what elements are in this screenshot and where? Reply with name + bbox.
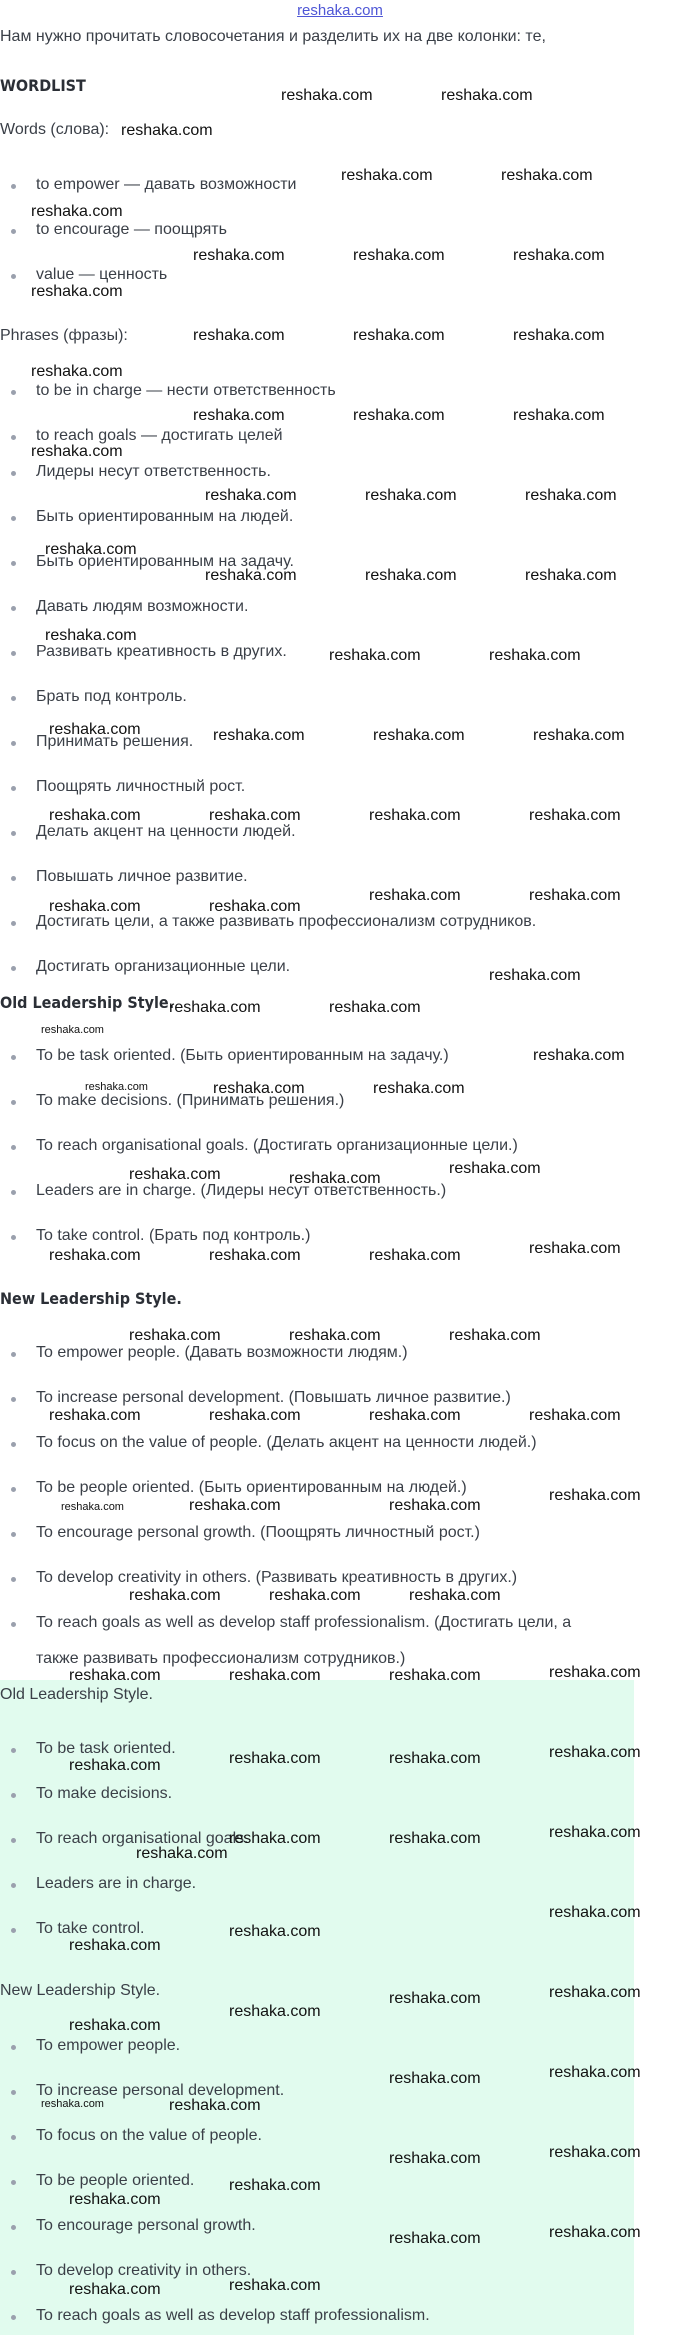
watermark: reshaka.com: [513, 247, 605, 264]
watermark: reshaka.com: [369, 1407, 461, 1424]
list-item: To reach organisational goals.: [13, 1830, 249, 1848]
site-link[interactable]: reshaka.com: [297, 2, 383, 19]
list-item: Leaders are in charge.: [13, 1875, 196, 1893]
list-item: Брать под контроль.: [13, 688, 187, 706]
watermark: reshaka.com: [389, 2150, 481, 2167]
watermark: reshaka.com: [409, 1587, 501, 1604]
watermark: reshaka.com: [49, 1407, 141, 1424]
watermark: reshaka.com: [525, 487, 617, 504]
watermark: reshaka.com: [353, 407, 445, 424]
watermark: reshaka.com: [209, 898, 301, 915]
watermark: reshaka.com: [365, 567, 457, 584]
watermark: reshaka.com: [49, 807, 141, 824]
watermark: reshaka.com: [45, 541, 137, 558]
new-style-heading: New Leadership Style.: [0, 1289, 182, 1308]
list-item: Поощрять личностный рост.: [13, 778, 245, 796]
watermark: reshaka.com: [41, 1024, 104, 1036]
list-item: To empower people. (Давать возможности людям.): [13, 1344, 408, 1362]
watermark: reshaka.com: [69, 1937, 161, 1954]
watermark: reshaka.com: [289, 1170, 381, 1187]
watermark: reshaka.com: [389, 1497, 481, 1514]
list-item: To be task oriented. (Быть ориентированным на задачу.): [13, 1047, 449, 1065]
watermark: reshaka.com: [209, 1407, 301, 1424]
list-item: Быть ориентированным на задачу.: [13, 553, 294, 571]
watermark: reshaka.com: [389, 1667, 481, 1684]
list-item: value — ценность: [13, 266, 167, 284]
list-item: Лидеры несут ответственность.: [13, 463, 271, 481]
list-item: Достигать цели, а также развивать профессионализм сотрудников.: [13, 913, 536, 931]
wordlist-title: WORDLIST: [0, 76, 86, 95]
watermark: reshaka.com: [369, 1247, 461, 1264]
watermark: reshaka.com: [229, 1667, 321, 1684]
watermark: reshaka.com: [85, 1081, 148, 1093]
intro-text: Нам нужно прочитать словосочетания и разделить их на две колонки: те,: [0, 28, 546, 45]
watermark: reshaka.com: [353, 327, 445, 344]
watermark: reshaka.com: [69, 2191, 161, 2208]
list-item: To reach organisational goals. (Достигать организационные цели.): [13, 1137, 518, 1155]
watermark: reshaka.com: [169, 999, 261, 1016]
watermark: reshaka.com: [389, 1830, 481, 1847]
watermark: reshaka.com: [229, 1830, 321, 1847]
watermark: reshaka.com: [213, 727, 305, 744]
watermark: reshaka.com: [389, 2230, 481, 2247]
watermark: reshaka.com: [229, 2177, 321, 2194]
watermark: reshaka.com: [329, 647, 421, 664]
list-item: To empower people.: [13, 2037, 180, 2055]
watermark: reshaka.com: [549, 2144, 641, 2161]
watermark: reshaka.com: [533, 1047, 625, 1064]
watermark: reshaka.com: [269, 1587, 361, 1604]
watermark: reshaka.com: [136, 1845, 228, 1862]
list-item: To focus on the value of people.: [13, 2127, 262, 2145]
list-item: To increase personal development.: [13, 2082, 284, 2100]
list-item: To focus on the value of people. (Делать акцент на ценности людей.): [13, 1434, 537, 1452]
watermark: reshaka.com: [169, 2097, 261, 2114]
watermark: reshaka.com: [41, 2098, 104, 2110]
old-style-heading: Old Leadership Style.: [0, 993, 175, 1012]
watermark: reshaka.com: [533, 727, 625, 744]
watermark: reshaka.com: [549, 1984, 641, 2001]
watermark: reshaka.com: [549, 1487, 641, 1504]
list-item: Быть ориентированным на людей.: [13, 508, 293, 526]
watermark: reshaka.com: [193, 327, 285, 344]
watermark: reshaka.com: [229, 2277, 321, 2294]
watermark: reshaka.com: [129, 1587, 221, 1604]
words-heading: Words (слова):: [0, 121, 110, 138]
watermark: reshaka.com: [189, 1497, 281, 1514]
watermark: reshaka.com: [529, 1240, 621, 1257]
watermark: reshaka.com: [289, 1327, 381, 1344]
list-item: to reach goals — достигать целей: [13, 427, 283, 445]
watermark: reshaka.com: [213, 1080, 305, 1097]
watermark: reshaka.com: [193, 407, 285, 424]
watermark: reshaka.com: [209, 1247, 301, 1264]
watermark: reshaka.com: [209, 807, 301, 824]
list-item: Развивать креативность в других.: [13, 643, 287, 661]
watermark: reshaka.com: [31, 363, 123, 380]
list-item: to encourage — поощрять: [13, 221, 227, 239]
list-item: To reach goals as well as develop staff professionalism.: [13, 2307, 430, 2325]
watermark: reshaka.com: [489, 967, 581, 984]
watermark: reshaka.com: [281, 87, 373, 104]
watermark: reshaka.com: [229, 1750, 321, 1767]
phrases-heading: Phrases (фразы):: [0, 327, 128, 344]
list-item: to empower — давать возможности: [13, 176, 297, 194]
list-item-continuation: также развивать профессионализм сотрудников.): [36, 1650, 406, 1667]
list-item: To make decisions. (Принимать решения.): [13, 1092, 344, 1110]
watermark: reshaka.com: [121, 122, 213, 139]
list-item: To develop creativity in others. (Развивать креативность в других.): [13, 1569, 517, 1587]
list-item: To take control. (Брать под контроль.): [13, 1227, 310, 1245]
list-item: to be in charge — нести ответственность: [13, 382, 336, 400]
watermark: reshaka.com: [341, 167, 433, 184]
watermark: reshaka.com: [549, 1824, 641, 1841]
watermark: reshaka.com: [353, 247, 445, 264]
list-item: To be people oriented. (Быть ориентированным на людей.): [13, 1479, 467, 1497]
watermark: reshaka.com: [329, 999, 421, 1016]
watermark: reshaka.com: [449, 1160, 541, 1177]
list-item: Достигать организационные цели.: [13, 958, 290, 976]
watermark: reshaka.com: [501, 167, 593, 184]
list-item: To increase personal development. (Повышать личное развитие.): [13, 1389, 511, 1407]
watermark: reshaka.com: [45, 627, 137, 644]
watermark: reshaka.com: [69, 2281, 161, 2298]
watermark: reshaka.com: [529, 807, 621, 824]
list-item: To reach goals as well as develop staff professionalism. (Достигать цели, а: [13, 1614, 571, 1632]
list-item: Повышать личное развитие.: [13, 868, 248, 886]
watermark: reshaka.com: [31, 443, 123, 460]
watermark: reshaka.com: [449, 1327, 541, 1344]
watermark: reshaka.com: [31, 283, 123, 300]
watermark: reshaka.com: [193, 247, 285, 264]
watermark: reshaka.com: [525, 567, 617, 584]
list-item: To encourage personal growth.: [13, 2217, 256, 2235]
list-item: Давать людям возможности.: [13, 598, 248, 616]
watermark: reshaka.com: [49, 898, 141, 915]
list-item: Делать акцент на ценности людей.: [13, 823, 296, 841]
watermark: reshaka.com: [549, 2224, 641, 2241]
list-item: To encourage personal growth. (Поощрять личностный рост.): [13, 1524, 480, 1542]
list-item: To be people oriented.: [13, 2172, 194, 2190]
watermark: reshaka.com: [129, 1327, 221, 1344]
watermark: reshaka.com: [365, 487, 457, 504]
watermark: reshaka.com: [529, 887, 621, 904]
watermark: reshaka.com: [69, 1757, 161, 1774]
watermark: reshaka.com: [373, 727, 465, 744]
watermark: reshaka.com: [441, 87, 533, 104]
watermark: reshaka.com: [61, 1501, 124, 1513]
watermark: reshaka.com: [229, 1923, 321, 1940]
list-item: To make decisions.: [13, 1785, 172, 1803]
watermark: reshaka.com: [369, 807, 461, 824]
watermark: reshaka.com: [513, 327, 605, 344]
watermark: reshaka.com: [389, 2070, 481, 2087]
answer-old-heading: Old Leadership Style.: [0, 1686, 153, 1703]
watermark: reshaka.com: [513, 407, 605, 424]
watermark: reshaka.com: [389, 1990, 481, 2007]
watermark: reshaka.com: [229, 2003, 321, 2020]
watermark: reshaka.com: [549, 1664, 641, 1681]
answer-new-heading: New Leadership Style.: [0, 1982, 161, 1999]
watermark: reshaka.com: [369, 887, 461, 904]
watermark: reshaka.com: [69, 2017, 161, 2034]
watermark: reshaka.com: [529, 1407, 621, 1424]
watermark: reshaka.com: [389, 1750, 481, 1767]
watermark: reshaka.com: [373, 1080, 465, 1097]
list-item: Leaders are in charge. (Лидеры несут ответственность.): [13, 1182, 446, 1200]
watermark: reshaka.com: [549, 2064, 641, 2081]
list-item: To develop creativity in others.: [13, 2262, 251, 2280]
watermark: reshaka.com: [31, 203, 123, 220]
watermark: reshaka.com: [129, 1166, 221, 1183]
watermark: reshaka.com: [205, 567, 297, 584]
watermark: reshaka.com: [69, 1667, 161, 1684]
watermark: reshaka.com: [205, 487, 297, 504]
watermark: reshaka.com: [549, 1744, 641, 1761]
watermark: reshaka.com: [49, 1247, 141, 1264]
list-item: To take control.: [13, 1920, 145, 1938]
watermark: reshaka.com: [49, 721, 141, 738]
list-item: Принимать решения.: [13, 733, 193, 751]
list-item: To be task oriented.: [13, 1740, 176, 1758]
watermark: reshaka.com: [549, 1904, 641, 1921]
watermark: reshaka.com: [489, 647, 581, 664]
